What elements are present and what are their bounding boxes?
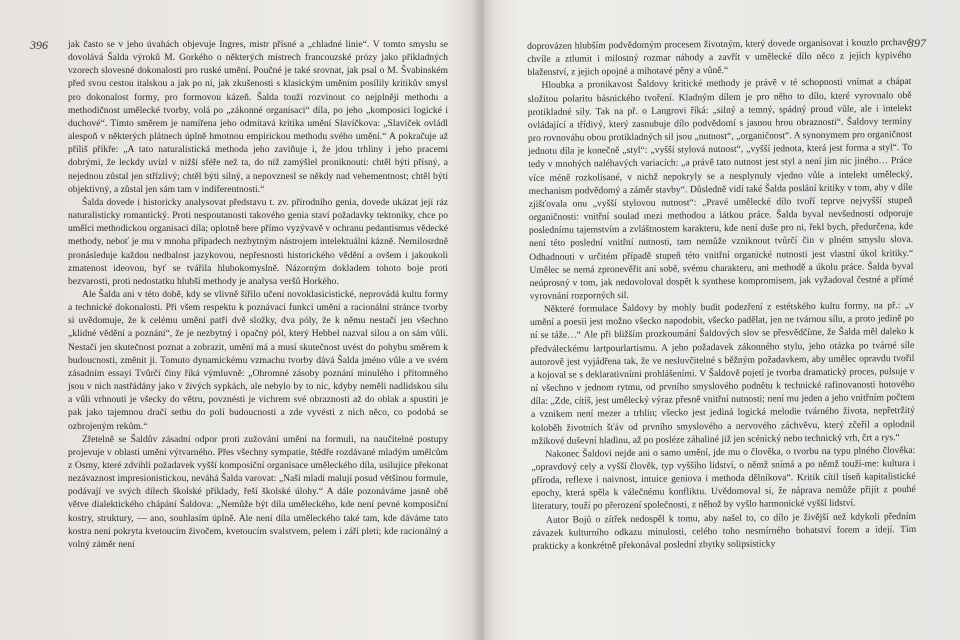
paragraph: Nakonec Šaldovi nejde ani o samo umění, jde mu o člověka, o tvorbu na typu plného člověka: „opravdový cely a vyšší člověk, typ vyššího lidství, o němž snímá a po němž touží-me: kultura i příroda, reflexe i naivnost, intuice geniova i methoda dělníkova“. Kritik cítil tíseň kapitalistické epochy, která spěla k válečnému konfliktu. Uvědomoval si, že náprava nemůže přijít z pouhé literatury, touží po přerození společnosti, z něhož by vyšlo harmonické vyšší lidství. <box>531 444 916 513</box>
left-page-text <box>68 38 448 551</box>
paragraph: Zřetelně se Šaldův zásadní odpor proti zužování umění na formuli, na naučitelné postupy projevuje v oblasti umění výtvarného. Přes všechny sympatie, štědře rozdávané mladým umělcům z Osmy, které zdvihli požadavek vyšší komposiční organisace uměleckého díla, usilujíce překonat nezávaznost impresionistickou, neváhá Šalda varovat: „Naši mladí malují posud většinou formule, podávají ve svých dílech školské příklady, řeší školské úlohy.“ A dále pozonáváme jasně obě větve dialektického chápání Šaldova: „Nemůže být díla uměleckého, kde není pevné komposiční kostry, struktury, — ano, souhlasím úplně. Ale není díla uměleckého také tam, kde dáváme tato kostra není pokryta kvetoucím živočem, kvetoucím svalstvem, pelem i září pleti; kde racionálný a volný záměr není <box>68 433 448 550</box>
right-page <box>481 0 960 640</box>
paragraph: doprovázen hlubším podvědomým procesem životným, který dovede organisovat i kouzlo prchavé chvíle a ztlumit i milostný rozmar náhody a zavřít v umělecké dílo něco z jejích kypivého blaženství, z jejich opojné a mihotavé pěny a vůně.“ <box>527 36 912 79</box>
paragraph: jak často se v jeho úvahách objevuje Ingres, mistr přísné a „chladné linie“. V tomto smyslu se dovolává Šalda výroků M. Gorkého o některých mistrech francouzské prózy jako příkladných vzorech slovesné dokonalosti pro ruské umění. Poučné je také srovnat, jak psal o M. Švabinském před svou cestou italskou a jak po ní, jak zkušenosti s klasickým uměním posílily kritikův smysl pro dokonalost formy, pro formovou kázeň. Šalda touží rozvinout co nejplněji methodu a methodičnost umělecké tvorby, volá po „zákonné organisaci“ díla, po jeho „komposici logické i duchové“. Tímto směrem je namířena jeho odmítavá kritika umění Slavíčkova: „Slavíček ovládl alespoň v některých plátnech úplně hmotnou empirickou methodu svého umění.“ A pokračuje až příliš příkře: „A tato naturalistická methoda jeho zaviňuje i, že jdou trhliny i jeho pracemi dobrými, že leckdy uvízl v nižší sféře než ta, do níž zamýšlel proniknouti: chtěl býti přísný, a nejednou zůstal jen střízlivý; chtěl býti silný, a nepovznesl se někdy nad vehementnost; chtěl býti objektivný, a zůstal jen sám tam v indiferentnosti.“ <box>68 39 448 195</box>
paragraph: Ale Šalda ani v této době, kdy se vlivně šířilo učení novoklasicistické, neprovádá kultu formy a technické dokonalosti. Při všem respektu k poznávací funkci umění a racionální stránce tvorby si uvědomuje, že k celému umění patří dvě složky, dva póly, že k němu nestačí jen všechno „klidné vědění a poznání“, že je nezbytný i opačný pól, který Hebbel nazval silou a on sám vůlí. Nestačí jen skutečnost poznat a zobrazit, umění má a musí skutečnost uvést do pohybu směrem k budoucnosti, změnit ji. Tomuto dynamickému vzmachu tvorby dává Šalda jméno vůle a ve svém zásadním essayi Tvůrčí činy říká výmluvně: „Ohromné zásoby poznání minulého i přítomného jsou v nich nastřádány jako v živých sypkách, ale nebylo by to nic, kdyby neměli nadlidskou sílu a vůli vrhnouti je všecky do větru, povznésti je vichrem své obraznosti až do oblak a spustiti je pak jako tajemnou dračí setbu do polí budoucnosti a zde vyvésti z nich něco, co podobá se ozbrojeným rekům.“ <box>68 288 448 432</box>
paragraph: Hloubka a pronikavost Šaldovy kritické methody je právě v té schopnosti vnímat a chápat složitou polaritu básnického tvoření. Kladným dílem je pro něho to dílo, které vyrovnalo obě protikladné síly. Tak na př. o Langrovi říká: „silný a temný, spádný proud vůle, ale i intelekt ovládající a třídivý, který zasnubuje dílo podvědomí s jasnou hrou obraznosti“. Šaldovy termíny pro rovnováhu obou protikladných sil jsou „nutnost“, „organičnost“. A synonymem pro organičnost jednotu díla je konečně „styl“: „vyšší stylová nutnost“, „vyšší jednota, která jest forma a styl“. To tedy v mnohých naléhavých variacích: „a právě tato nutnost jest styl a není jím nic jiného… Práce více méně rozkolísané, v nichž nepokryly se a nesplynuly vjedno vůle a intelekt umělecký, mechanism podvědomý a záměr stavby“. Důsledně vidí také Šalda poslání kritiky v tom, aby v díle zjišťovala onu „vyšší stylovou nutnost“: „Pravé umělecké dílo tvoří teprve nejvyšší stupeň organičnosti: vnitřní soulad mezi methodou a látkou práce. Šalda byval nevšednosti odporuje poslednímu tajemstvím a zvláštnostem karakteru, kde není duše pro ni, řekl bych, předurčena, kde není této poslední vnitřní nutnosti, tam nemůže vzniknout tvůrčí čin v plném smyslu slova. Odhadnouti v určitém případě stupeň této vnitřní organické nutnosti jest vlastní úkol kritiky.“ Umělec se nemá zpronevěřit ani sobě, svému charakteru, ani methodě a úkolu práce. Šalda byval neúprosný v tom, jak nedovoloval dospět k synthese kompromisem, jak vyžadoval čestné a přímé vyrovnání rozporných sil. <box>527 76 914 302</box>
page-number-right: 397 <box>908 36 926 50</box>
paragraph: Šalda dovede i historicky analysovat představu t. zv. přírodního genia, dovede ukázat její ráz naturalisticky romantický. Proti nespoutanosti takového genia staví požadavky tektoniky, chce po umělci methodickou organisaci díla; oplotně bere přímo vyzývavě v ochranu pedantismus vědecké methody, neboť je mu v mnoha případech nezbytným nástrojem intelektuální kázně. Nemilosrdně pronásleduje každou nedbalost jazykovou, nepřesnosti historického vědění a ovšem i jakoukoli zmatenost ideovou, byť se tvářila hlubokomyslně. Názorným dokladem tohoto boje proti bezvarosti, proti nedostatku hlubší methody je analysa veršů Horkého. <box>68 196 448 287</box>
page-number-left: 396 <box>30 38 48 52</box>
paragraph: Autor Bojů o zítřek nedospěl k tomu, aby našel to, co dílo je živější než kdykoli předním závazek kulturního odkazu minulosti, celého toho nesmírného bohatství forem a idejí. Tím prakticky a konkrétně překonával poslední zbytky solipsisticky <box>532 510 917 552</box>
paragraph: Některé formulace Šaldovy by mohly budit podezření z estétského kultu formy, na př.: „v umění a poesii jest možno všecko napodobit, všecko padělat, jen ne tvárnou sílu, a proto jedině po ní se táže…“ Ale při bližším prozkoumání Šaldových slov se přesvědčíme, že Šalda měl daleko k předváleckému lartpourlartismu. A jeho požadavek zákonného stylu, jeho otázka po tvárné síle autorově jest vyjádřena tak, že ve nesluvčitelné s běžným požadavkem, aby umělec opravdu tvořil a kojoval se s deklarativními prohlášeními. V Šaldově pojetí je tvorba dramatický proces, pulsuje v ní všechno v jednom rytmu, od prvního smyslového podnětu k technické rafinovanosti hotového díla: „Zde, cítíš, jest umělecký výraz přesně vnitřní nutnosti; není mu jeden a jeho vnitřním počtem a vznikem není mezer a trhlin; všecko jest jediná logická melodie tvárného života, nepřetržitý koloběh životních šťáv od prvního smyslového a nervového záchvěvu, který zčeřil a oplodnil mžikové duševní hladinu, až po posléze záhaliné již jen scénický nebo technický vrh, črt a rys.“ <box>529 300 916 447</box>
right-page-text <box>527 36 916 553</box>
